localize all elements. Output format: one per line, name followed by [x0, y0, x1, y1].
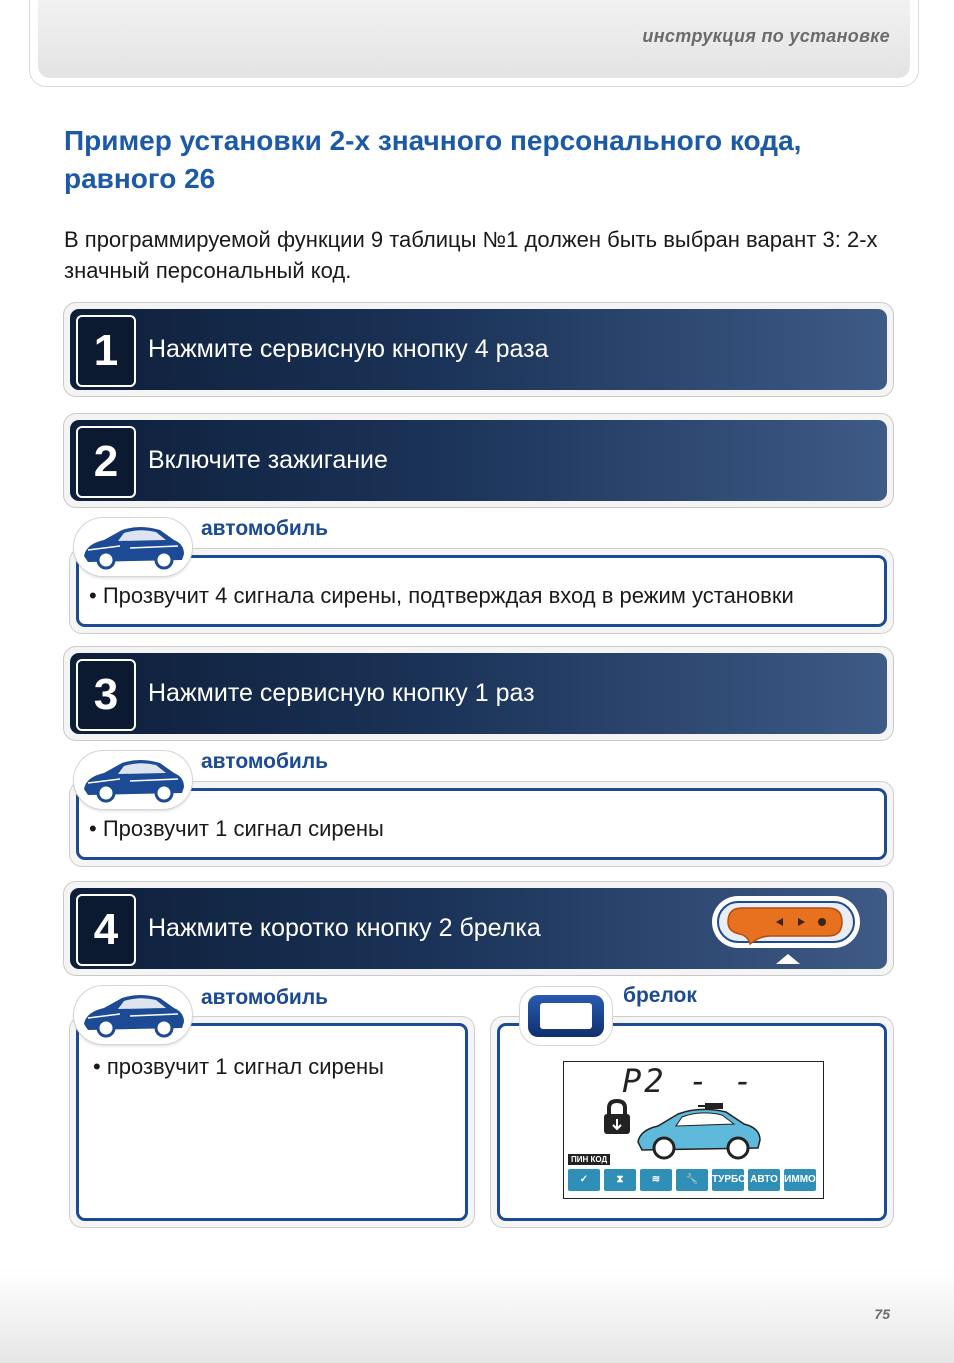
heater-icon: ≋	[640, 1169, 672, 1191]
step-text: Нажмите сервисную кнопку 1 раз	[148, 679, 535, 707]
pin-code-label: ПИН КОД	[568, 1154, 610, 1165]
result-text: прозвучит 1 сигнал сирены	[106, 1054, 384, 1079]
step-text: Нажмите коротко кнопку 2 брелка	[148, 914, 541, 942]
result-bullet: • Прозвучит 4 сигнала сирены, подтверждая вход в режим установки	[89, 583, 794, 608]
result-bullet: • прозвучит 1 сигнал сирены	[93, 1054, 384, 1079]
fob-lcd-display	[563, 1061, 824, 1199]
car-icon	[74, 518, 192, 576]
fob-label: брелок	[623, 984, 697, 1007]
fob-icon	[520, 987, 612, 1045]
step-1-panel	[70, 309, 887, 390]
step-2-panel	[70, 420, 887, 501]
result-car-2	[70, 782, 893, 866]
step-number: 1	[76, 315, 136, 387]
car-icon	[634, 1098, 764, 1164]
step-2	[64, 414, 893, 507]
hourglass-icon: ⧗	[604, 1169, 636, 1191]
page-header	[30, 0, 918, 86]
step-number: 3	[76, 659, 136, 731]
lcd-status-icons	[568, 1169, 816, 1191]
fob-screen-icon	[528, 995, 604, 1037]
fob-button-icon	[710, 894, 866, 968]
immo-icon: ИММО	[784, 1169, 816, 1191]
step-1	[64, 303, 893, 396]
result-label: автомобиль	[201, 986, 329, 1009]
page-number: 75	[874, 1306, 890, 1322]
step-number: 4	[76, 894, 136, 966]
step-text: Включите зажигание	[148, 446, 388, 474]
result-panel	[76, 555, 887, 627]
step-number: 2	[76, 426, 136, 498]
step-3	[64, 647, 893, 740]
car-icon	[74, 986, 192, 1044]
wrench-icon: 🔧	[676, 1169, 708, 1191]
step-text: Нажмите сервисную кнопку 4 раза	[148, 335, 549, 363]
result-bullet: • Прозвучит 1 сигнал сирены	[89, 816, 384, 841]
result-label: автомобиль	[201, 517, 329, 540]
page-title: Пример установки 2-х значного персонального кода, равного 26	[64, 125, 802, 194]
page-footer	[0, 1268, 954, 1363]
car-icon	[74, 751, 192, 809]
check-icon: ✓	[568, 1169, 600, 1191]
lock-icon	[600, 1098, 634, 1136]
result-text: Прозвучит 1 сигнал сирены	[102, 816, 384, 841]
header-title: инструкция по установке	[642, 26, 890, 46]
step-4-panel	[70, 888, 887, 969]
auto-icon: АВТО	[748, 1169, 780, 1191]
result-label: автомобиль	[201, 750, 329, 773]
step-3-panel	[70, 653, 887, 734]
step-4	[64, 882, 893, 975]
result-car-1	[70, 549, 893, 633]
result-panel	[76, 788, 887, 860]
result-panel	[76, 1023, 468, 1221]
intro-text: В программируемой функции 9 таблицы №1 должен быть выбран варант 3: 2-х значный персональный код.	[64, 227, 878, 283]
lcd-code: P2 - -	[622, 1062, 756, 1100]
turbo-icon: ТУРБО	[712, 1169, 744, 1191]
result-car-3	[70, 1017, 474, 1227]
result-text: Прозвучит 4 сигнала сирены, подтверждая вход в режим установки	[102, 583, 794, 608]
